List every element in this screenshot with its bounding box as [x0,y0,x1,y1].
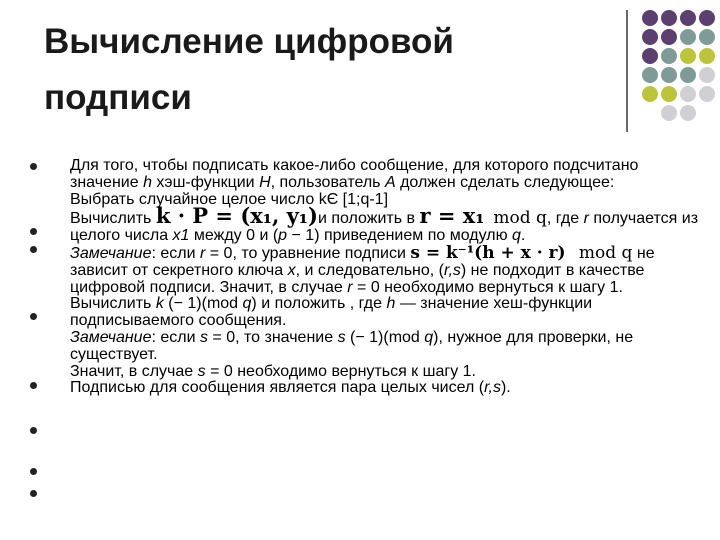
remark-label: Замечание [70,244,152,262]
bullet-dot [30,468,37,475]
bullet-dot [30,163,37,170]
list-item: Значит, в случае s = 0 необходимо вернуться к шагу 1. [70,362,476,380]
list-item: Вычислить k · P = (x₁, y₁)и положить в r = x₁ mod q, где r получается из целого числа x1 между 0 и (p − 1) приведением по модулю q. [70,203,699,245]
list-item: Вычислить k (− 1)(mod q) и положить , где h — значение хеш-функции подписываемого сообщения. [70,295,593,330]
title-line-1: Вычисление цифровой [44,22,454,61]
formula-point-multiplication: k · P = (x₁, y₁) [155,203,318,229]
bullet-dot [30,382,37,389]
formula-signature-equation: s = k⁻¹(h + x · r) [410,242,566,263]
formula-mod: mod q [493,208,547,229]
remark-label: Замечание [70,328,152,346]
bullet-dot [30,246,37,253]
bullet-dot [30,427,37,434]
list-item: Замечание: если s = 0, то значение s (− 1)(mod q), нужное для проверки, не существует. [70,328,634,363]
bullet-list [70,158,700,397]
bullet-dot [30,490,37,497]
title-line-2: подписи [44,78,192,117]
bullet-dot [30,313,37,320]
formula-r-equals-x1: r = x₁ [419,203,485,229]
list-item: Выбрать случайное целое число kЄ [1;q-1] [70,190,389,208]
list-item: Подписью для сообщения является пара целых чисел (r,s). [70,379,511,397]
list-item: Для того, чтобы подписать какое-либо сообщение, для которого подсчитано значение h хэш-функции H, пользователь A должен сделать следующее: [70,157,639,191]
formula-mod: mod q [578,242,633,263]
bullet-dot [30,228,37,235]
list-item: Замечание: если r = 0, то уравнение подписи s = k⁻¹(h + x · r) mod q не зависит от секретного ключа x, и следовательно, (r,s) не подходит в качестве цифровой подписи. Значит, в случае r = 0 необходимо вернуться к шагу 1. [70,242,655,296]
